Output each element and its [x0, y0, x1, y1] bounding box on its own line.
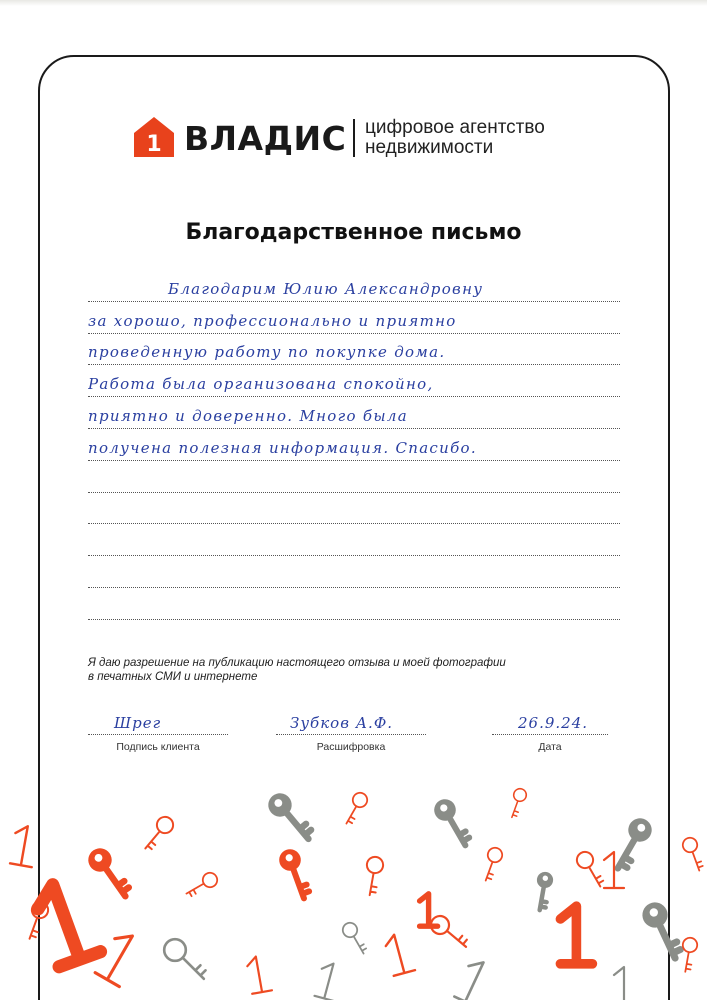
ruled-line: [88, 365, 620, 397]
digit-one-icon: [384, 932, 415, 976]
digit-one-icon: [10, 824, 39, 867]
brand-name: ВЛАДИС: [184, 119, 347, 158]
key-icon: [264, 789, 318, 847]
digit-one-icon: [454, 957, 494, 1000]
key-icon: [678, 937, 698, 973]
ruled-line: [88, 556, 620, 588]
handwritten-lines: [88, 270, 620, 620]
handwritten-text: за хорошо, профессионально и приятно: [88, 311, 457, 330]
digit-one-icon: [246, 955, 272, 994]
handwritten-text: Благодарим Юлию Александровну: [168, 279, 484, 298]
logo-divider: [353, 119, 355, 157]
key-icon: [183, 870, 220, 900]
key-icon: [638, 898, 686, 963]
key-icon: [362, 856, 385, 897]
digit-one-icon: [560, 906, 592, 964]
tagline-line2: недвижимости: [365, 137, 494, 158]
key-icon: [276, 846, 314, 902]
handwritten-text: проведенную работу по покупке дома.: [88, 343, 446, 362]
handwritten-text: приятно и доверенно. Много была: [88, 406, 408, 425]
ruled-line: [88, 588, 620, 620]
date-label: Дата: [538, 741, 562, 753]
key-icon: [160, 935, 212, 987]
page-title: Благодарственное письмо: [185, 220, 522, 245]
scan-edge: [0, 0, 707, 6]
digit-one-icon: [32, 877, 100, 966]
ruled-line: [88, 461, 620, 493]
client-signature-field: [88, 706, 228, 753]
handwritten-text: Работа была организована спокойно,: [88, 375, 434, 394]
ruled-line: [88, 334, 620, 366]
key-icon: [574, 849, 607, 891]
digit-one-icon: [614, 967, 634, 1000]
ruled-line: [88, 429, 620, 461]
svg-text:1: 1: [146, 132, 162, 157]
decode-label: Расшифровка: [316, 741, 386, 753]
ruled-line: [88, 397, 620, 429]
key-icon: [340, 790, 370, 827]
consent-line2: в печатных СМИ и интернете: [88, 671, 258, 683]
publication-consent: [88, 656, 608, 684]
brand-tagline: [365, 118, 545, 158]
house-key-icon: [132, 115, 176, 159]
digit-one-icon: [315, 961, 344, 1000]
key-icon: [532, 871, 555, 912]
decorative-keys-pattern: [0, 750, 707, 1000]
ruled-line: [88, 524, 620, 556]
ruled-line: [88, 493, 620, 525]
key-icon: [427, 912, 472, 953]
ruled-line: [88, 302, 620, 334]
key-icon: [340, 920, 370, 957]
key-icon: [479, 846, 504, 883]
consent-line1: Я даю разрешение на публикацию настоящего отзыва и моей фотографии: [88, 657, 506, 669]
digit-one-icon: [420, 894, 438, 926]
client-signature: Шрег: [114, 714, 162, 732]
key-icon: [84, 844, 135, 903]
key-icon: [681, 836, 706, 873]
brand-logo: [132, 115, 592, 161]
ruled-line: [88, 270, 620, 302]
key-icon: [430, 795, 475, 850]
handwritten-text: получена полезная информация. Спасибо.: [88, 438, 477, 457]
client-signature-label: Подпись клиента: [116, 741, 200, 753]
date-value: 26.9.24.: [518, 714, 589, 732]
date-field: [492, 706, 608, 753]
tagline-line1: цифровое агентство: [365, 117, 545, 138]
key-icon: [506, 787, 528, 820]
decode-value: Зубков А.Ф.: [290, 714, 394, 732]
key-icon: [139, 814, 176, 854]
decode-field: [276, 706, 426, 753]
